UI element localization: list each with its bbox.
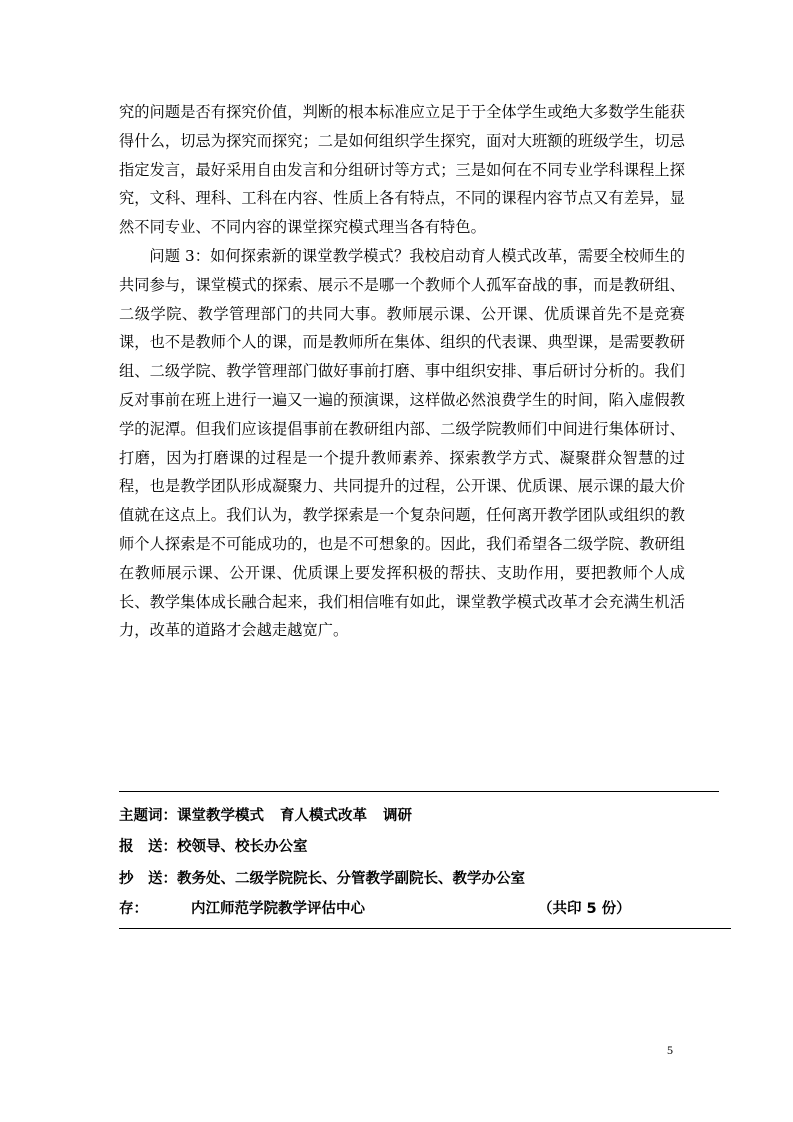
storage-row bbox=[119, 897, 631, 918]
report-recipients: 校领导、校长办公室 bbox=[177, 839, 308, 855]
subject-term: 育人模式改革 bbox=[280, 808, 367, 824]
copy-label: 抄 送： bbox=[119, 871, 177, 887]
copy-to-row bbox=[119, 867, 525, 888]
subject-term: 调研 bbox=[383, 808, 412, 824]
footer-bottom-rule bbox=[119, 928, 731, 929]
copy-recipients: 教务处、二级学院院长、分管教学副院长、教学办公室 bbox=[177, 871, 525, 887]
subject-term: 课堂教学模式 bbox=[177, 808, 264, 824]
page-number: 5 bbox=[667, 1043, 673, 1057]
paragraph-continued: 究的问题是否有探究价值，判断的根本标准应立足于于全体学生或绝大多数学生能获得什么，切忌为探究而探究；二是如何组织学生探究，面对大班额的班级学生，切忌指定发言，最好采用自由发言和分组研讨等方式；三是如何在不同专业学科课程上探究，文科、理科、工科在内容、性质上各有特点，不同的课程内容节点又有差异，显然不同专业、不同内容的课堂探究模式理当各有特色。 bbox=[119, 103, 685, 237]
footer-top-rule bbox=[119, 791, 719, 792]
report-to-row bbox=[119, 835, 308, 856]
store-location: 内江师范学院教学评估中心 bbox=[191, 901, 365, 917]
store-label: 存： bbox=[119, 901, 148, 917]
body-text bbox=[119, 98, 685, 645]
paragraph-question-3: 问题 3：如何探索新的课堂教学模式？我校启动育人模式改革，需要全校师生的共同参与，课堂模式的探索、展示不是哪一个教师个人孤军奋战的事，而是教研组、二级学院、教学管理部门的共同大事。教师展示课、公开课、优质课首先不是竞赛课，也不是教师个人的课，而是教师所在集体、组织的代表课、典型课，是需要教研组、二级学院、教学管理部门做好事前打磨、事中组织安排、事后研讨分析的。我们反对事前在班上进行一遍又一遍的预演课，这样做必然浪费学生的时间，陷入虚假教学的泥潭。但我们应该提倡事前在教研组内部、二级学院教师们中间进行集体研讨、打磨，因为打磨课的过程是一个提升教师素养、探索教学方式、凝聚群众智慧的过程，也是教学团队形成凝聚力、共同提升的过程，公开课、优质课、展示课的最大价值就在这点上。我们认为，教学探索是一个复杂问题，任何离开教学团队或组织的教师个人探索是不可能成功的，也是不可想象的。因此，我们希望各二级学院、教研组在教师展示课、公开课、优质课上要发挥积极的帮扶、支助作用，要把教师个人成长、教学集体成长融合起来，我们相信唯有如此，课堂教学模式改革才会充满生机活力，改革的道路才会越走越宽广。 bbox=[119, 246, 685, 640]
subject-label: 主题词： bbox=[119, 808, 177, 824]
subject-terms-row bbox=[119, 804, 412, 825]
copies-count: （共印 5 份） bbox=[538, 901, 631, 917]
report-label: 报 送： bbox=[119, 839, 177, 855]
